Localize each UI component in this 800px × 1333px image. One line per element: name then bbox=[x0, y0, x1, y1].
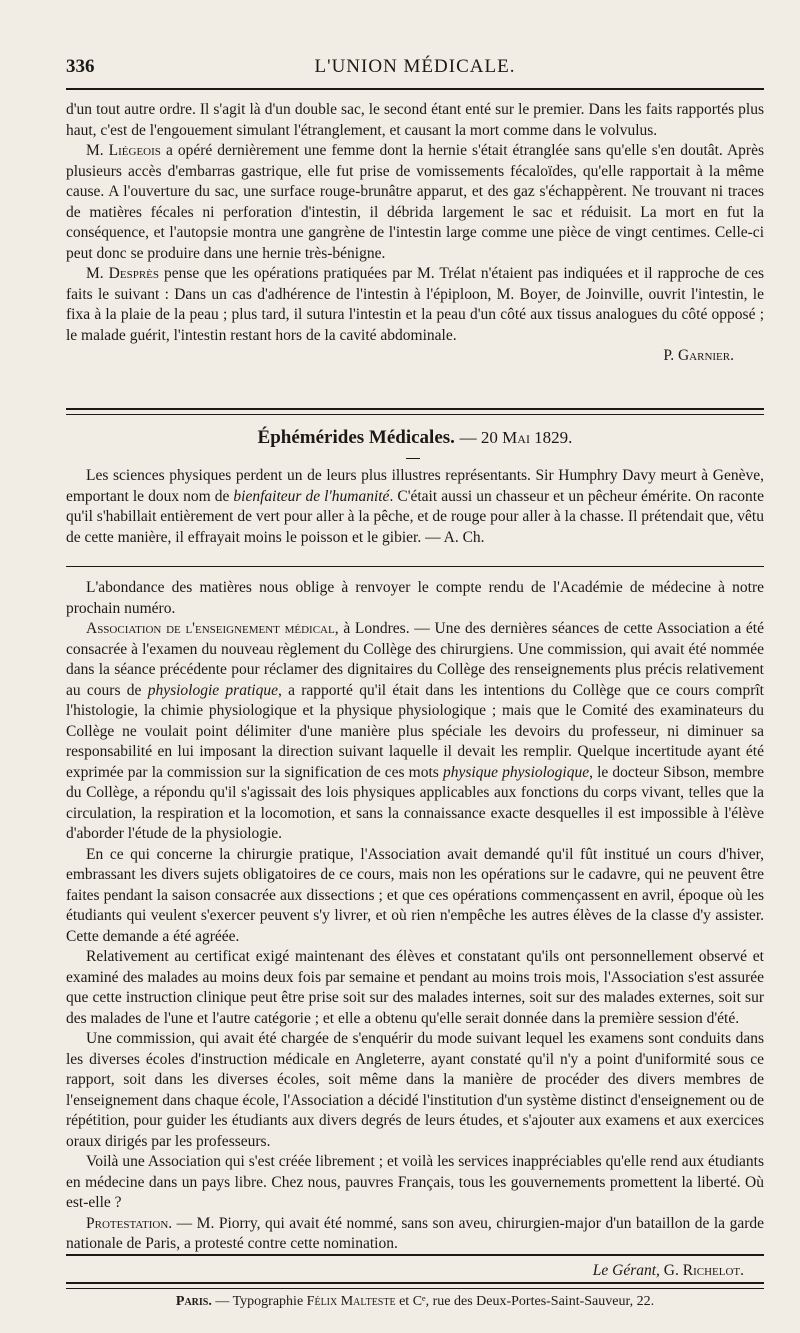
italic-text: bienfaiteur de l'humanité bbox=[233, 487, 390, 505]
title-dash bbox=[406, 458, 420, 459]
gerant-label: Le Gérant, bbox=[592, 1262, 660, 1279]
running-title: L'UNION MÉDICALE. bbox=[314, 56, 516, 77]
section-date: — 20 Mai 1829. bbox=[459, 428, 573, 447]
page-header bbox=[66, 56, 764, 86]
paragraph-despres bbox=[66, 264, 764, 346]
paragraph: d'un tout autre ordre. Il s'agit là d'un double sac, le second étant enté sur le premier. Dans les faits rapportés plus haut, c'est de l'engouement simulant l'étranglement, et causant la mort comme dans le volvulus. bbox=[66, 101, 764, 139]
paragraph: Relativement au certificat exigé maintenant des élèves et constatant qu'ils ont personnellement observé et examiné des malades au moins deux fois par semaine et pendant au moins trois mois, l'Association s'est assurée que cette instruction clinique peut être prise soit sur des malades internes, soit sur des malades externes, soit sur des malades de l'une et l'autre catégorie ; et elle a obtenu qu'elle serait donnée dans la première session d'été. bbox=[66, 948, 764, 1027]
imprint-city: Paris. bbox=[175, 1294, 212, 1309]
footer-rule bbox=[66, 1254, 764, 1256]
section-title bbox=[66, 427, 764, 449]
text: . C'était aussi un chasseur et un pêcheur émérite. On raconte qu'il s'habillait entièrement de vert pour aller à la pêche, et de rouge pour aller à la chasse. Il prétendait que, vêtu de cette manière, il effrayait moins le poisson et le gibier. — A. Ch. bbox=[66, 487, 764, 546]
section-separator bbox=[66, 408, 764, 415]
paragraph-text: a opéré dernièrement une femme dont la hernie s'était étranglée sans qu'elle s'en doutât. Après plusieurs accès d'embarras gastrique, elle fut prise de vomissements fécaloïdes, qu'elle rapportait à la même cause. A l'ouverture du sac, une surface rouge-brunâtre apparut, et des gaz s'échappèrent. Ne trouvant ni traces de matières fécales ni perforation d'intestin, il débrida largement le sac et réduisit. La mort en fut la conséquence, et l'autopsie montra une gangrène de l'intestin large comme une pièce de vingt centimes. Celle-ci peut donc se produire dans une hernie très-bénigne. bbox=[66, 142, 764, 262]
paragraph: Une commission, qui avait été chargée de s'enquérir du mode suivant lequel les examens sont conduits dans les diverses écoles d'instruction médicale en Angleterre, ayant constaté qu'il n'y a point d'uniformité sous ce rapport, soit dans les diverses écoles, soit même dans la manière de procéder des divers membres de l'enseignement dans chaque école, l'Association a décidé l'institution d'un système distinct d'enseignement ou de répétition, pour guider les étudiants aux divers degrés de leurs études, et s'ajouter aux examens et aux exercices oraux dirigés par les professeurs. bbox=[66, 1030, 764, 1150]
section-title-text: Éphémérides Médicales. bbox=[257, 427, 455, 448]
news-body bbox=[66, 578, 764, 1255]
imprint-address: et Cᵉ, rue des Deux-Portes-Saint-Sauveur, 22. bbox=[395, 1294, 655, 1309]
text: , le docteur Sibson, membre du Collège, a répondu qu'il s'agissait des lois physiques applicables aux fonctions du corps vivant, telles que la circulation, la respiration et la locomotion, et sans la connaissance exacte desquelles il est impossible à l'élève d'aborder l'étude de la physiologie. bbox=[66, 763, 765, 842]
paragraph: En ce qui concerne la chirurgie pratique, l'Association avait demandé qu'il fût institué un cours d'hiver, embrassant les divers sujets obligatoires de ce cours, mais non les opérations sur le cadavre, qui ne peuvent être faites pendant la saison consacrée aux dissections ; et que ces opérations commençassent en avril, époque où les étudiants qui veulent s'exercer peuvent s'y livrer, et où rien n'empêche les autres élèves de la classe d'y assister. Cette demande a été agréée. bbox=[66, 845, 764, 945]
text: , à Londres. — Une des dernières séances de cette Association a été consacrée à l'examen du nouveau règlement du Collège des chirurgiens. Une commission, qui avait été nommée dans la séance précédente pour réclamer des dignitaires du Collège des renseignements plus précis relativement au cours de bbox=[66, 620, 764, 699]
imprint bbox=[66, 1294, 764, 1310]
imprint-printer: Félix Malteste bbox=[306, 1294, 396, 1309]
text: Les sciences physiques perdent un de leurs plus illustres représentants. Sir Humphry Davy meurt à Genève, emportant le doux nom de bbox=[66, 467, 764, 505]
paragraph-protestation bbox=[66, 1214, 764, 1255]
association-lead: Association de l'enseignement médical bbox=[86, 620, 335, 637]
paragraph: Voilà une Association qui s'est créée librement ; et voilà les services inappréciables qu'elle rend aux étudiants en médecine dans un pays libre. Chez nous, pauvres Français, tous les gouvernements promettent la liberté. Où est-elle ? bbox=[66, 1153, 764, 1211]
text: , a rapporté qu'il était dans les intentions du Collège que ce cours comprît l'histologie, la chimie physiologique et la physique physiologique ; mais que le Comité des examinateurs du Collège ne voulait point délimiter d'une manière plus spéciale les devoirs du professeur, ni diminuer sa responsabilité en lui imposant la direction suivant laquelle il devait les remplir. Quelque incertitude ayant été exprimée par la commission sur la signification de ces mots bbox=[66, 681, 764, 781]
header-rule bbox=[66, 88, 764, 90]
italic-text: physiologie pratique bbox=[147, 681, 278, 699]
section-separator bbox=[66, 566, 764, 567]
ephemerides-body bbox=[66, 466, 764, 548]
gerant-signature bbox=[66, 1262, 764, 1280]
text: — M. Piorry, qui avait été nommé, sans son aveu, chirurgien-major d'un bataillon de la garde nationale de Paris, a protesté contre cette nomination. bbox=[66, 1214, 764, 1252]
italic-text: physique physiologique bbox=[442, 763, 590, 781]
paragraph-liegeois bbox=[66, 141, 764, 264]
author-signature: P. Garnier. bbox=[663, 347, 734, 364]
speaker-name: M. Liégeois bbox=[86, 142, 161, 159]
paragraph-text: pense que les opérations pratiquées par M. Trélat n'étaient pas indiquées et il rapproche de ces faits le suivant : Dans un cas d'adhérence de l'intestin à l'épiploon, M. Boyer, de Joinville, ouvrit l'intestin, le fixa à la plaie de la peau ; plus tard, il sutura l'intestin et la peau d'un côté aux tissus analogues du côté opposé ; le malade guérit, l'intestin restant hors de la cavité abdominale. bbox=[66, 265, 765, 344]
paragraph: L'abondance des matières nous oblige à renvoyer le compte rendu de l'Académie de médecine à notre prochain numéro. bbox=[66, 579, 764, 617]
imprint-rule bbox=[66, 1282, 764, 1289]
protestation-lead: Protestation. bbox=[86, 1214, 173, 1232]
gerant-name: G. Richelot. bbox=[663, 1262, 744, 1279]
article-continuation bbox=[66, 100, 764, 367]
speaker-name: M. Desprès bbox=[86, 265, 159, 282]
imprint-text: — Typographie bbox=[211, 1294, 307, 1309]
paragraph-ephemerides bbox=[66, 466, 764, 548]
page-number: 336 bbox=[66, 56, 95, 77]
paragraph-association bbox=[66, 619, 764, 845]
